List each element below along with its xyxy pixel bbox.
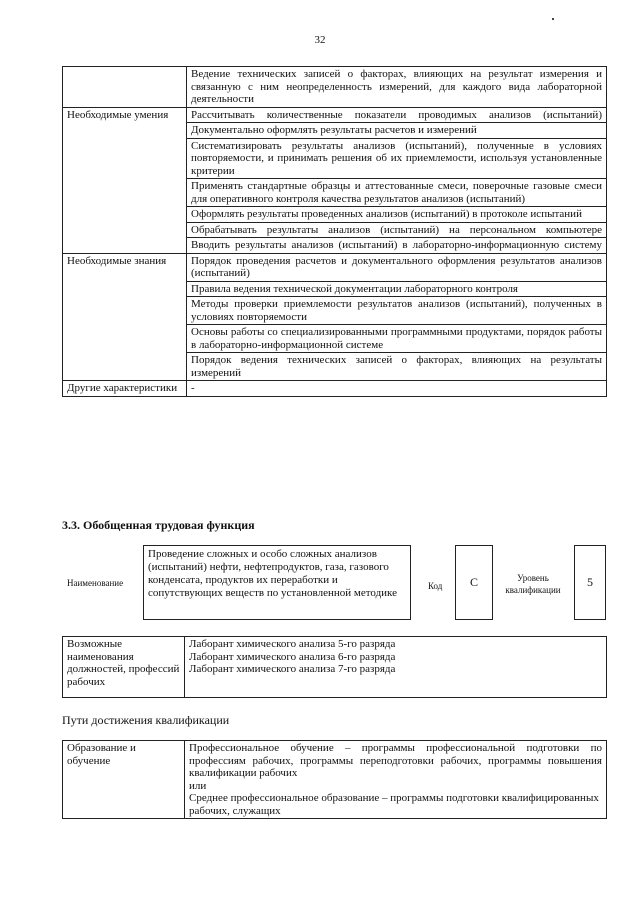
knowledge-item: Методы проверки приемлемости результатов анализов (испытаний), полученных в условиях повторяемости: [187, 297, 607, 325]
qualification-level-label: Уровень квалификации: [505, 573, 561, 595]
skill-item: Оформлять результаты проведенных анализов (испытаний) в протоколе испытаний: [187, 207, 607, 223]
skill-item: Вводить результаты анализов (испытаний) в лабораторно-информационную систему: [187, 238, 607, 254]
education-professional-training: Профессиональное обучение – программы профессиональной подготовки по профессиям рабочих, программы переподготовки рабочих, программы повышения квалификации рабочих: [189, 742, 602, 779]
other-characteristics-label: Другие характеристики: [63, 381, 187, 397]
name-label: Наименование: [67, 578, 124, 588]
education-secondary: Среднее профессиональное образование – программы подготовки квалифицированных рабочих, служащих: [189, 792, 599, 817]
skill-item: Документально оформлять результаты расчетов и измерений: [187, 123, 607, 139]
scan-dot: [552, 18, 554, 20]
position-item: Лаборант химического анализа 6-го разряда: [189, 650, 396, 663]
positions-table: [62, 636, 607, 698]
technical-records-cell: Ведение технических записей о факторах, влияющих на результат измерения и связанную с ним неопределенность измерений, для каждого вида лабораторной деятельности: [187, 67, 607, 108]
competency-table: [62, 66, 607, 397]
education-label: Образование и обучение: [63, 741, 185, 819]
skills-label: Необходимые умения: [63, 107, 187, 253]
function-name-box: Проведение сложных и особо сложных анализов (испытаний) нефти, нефтепродуктов, газа, газового конденсата, продуктов их переработки и сопутствующих веществ по установленной методике: [143, 545, 411, 620]
page-number: 32: [314, 34, 326, 46]
section-heading: 3.3. Обобщенная трудовая функция: [62, 518, 255, 532]
skill-item: Рассчитывать количественные показатели проводимых анализов (испытаний): [187, 107, 607, 123]
code-label: Код: [428, 581, 443, 591]
skill-item: Обрабатывать результаты анализов (испытаний) на персональном компьютере: [187, 222, 607, 238]
education-or: или: [189, 779, 207, 792]
position-item: Лаборант химического анализа 7-го разряда: [189, 663, 396, 675]
code-box: C: [455, 545, 493, 620]
skill-item: Систематизировать результаты анализов (испытаний), полученные в условиях повторяемости, и принимать решения об их приемлемости, используя установленные критерии: [187, 138, 607, 179]
positions-label: Возможные наименования должностей, профессий рабочих: [63, 637, 185, 698]
education-table: [62, 740, 607, 819]
qualification-paths-title: Пути достижения квалификации: [62, 713, 230, 727]
knowledge-item: Порядок ведения технических записей о факторах, влияющих на результаты измерений: [187, 353, 607, 381]
knowledge-item: Правила ведения технической документации лабораторного контроля: [187, 281, 607, 297]
knowledge-label: Необходимые знания: [63, 253, 187, 381]
knowledge-item: Основы работы со специализированными программными продуктами, порядок работы в лабораторно-информационной системе: [187, 325, 607, 353]
qualification-level-box: 5: [574, 545, 606, 620]
knowledge-item: Порядок проведения расчетов и документального оформления результатов анализов (испытаний): [187, 253, 607, 281]
other-characteristics-value: -: [187, 381, 607, 397]
skill-item: Применять стандартные образцы и аттестованные смеси, поверочные газовые смеси для оперативного контроля качества результатов анализов (испытаний): [187, 179, 607, 207]
position-item: Лаборант химического анализа 5-го разряда: [189, 638, 396, 650]
